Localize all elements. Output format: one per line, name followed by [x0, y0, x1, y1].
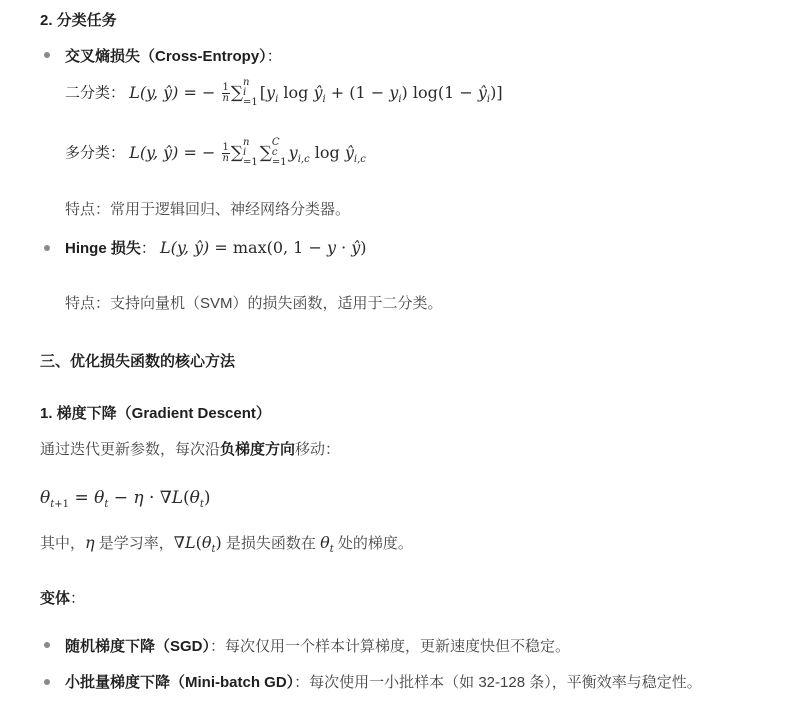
multi-crossentropy-formula: L(y, ŷ) = − $\frac{1}{n}$ ∑ n i =1 ∑ C c =1 $y_{i,c}$ $\log ŷ_{i,c}$ — [129, 137, 366, 168]
gd-where-3: 是损失函数在 — [221, 535, 321, 552]
theta-symbol: $\theta_t$ — [320, 533, 334, 555]
multi-formula-line — [65, 138, 366, 168]
variants-heading — [40, 587, 85, 608]
hinge-heading — [65, 237, 367, 258]
gd-heading: 1. 梯度下降（Gradient Descent） — [40, 405, 271, 422]
hinge-formula: L(y, ŷ) = max(0, 1 − y · ŷ) — [160, 238, 367, 257]
bullet-dot — [44, 679, 50, 685]
binary-crossentropy-formula: L(y, ŷ) = − $\frac{1}{n}$ ∑ n i =1 [$y_i$ $\log ŷ_i + (1 - y_i) \log(1$ − $ŷ_i$)] — [129, 77, 503, 108]
variant-desc: ：每次仅用一个样本计算梯度，更新速度快但不稳定。 — [210, 638, 571, 655]
section-heading-classification: 2. 分类任务 — [40, 12, 117, 29]
gradient-symbol: $\nabla L(\theta_t)$ — [173, 533, 222, 555]
gd-where-line — [40, 532, 413, 555]
gd-desc-bold: 负梯度方向 — [220, 441, 296, 458]
variant-item-minibatch — [65, 671, 702, 692]
gd-update-formula: $\theta_{t+1} = \theta_t - \eta \cdot \nabla L(\theta_t)$ — [40, 488, 211, 510]
variant-item-sgd — [65, 635, 570, 656]
gd-desc-pre: 通过迭代更新参数，每次沿 — [40, 441, 221, 458]
hinge-colon: ： — [140, 240, 156, 257]
gd-where-4: 处的梯度。 — [333, 535, 413, 552]
crossentropy-name: 交叉熵损失（Cross-Entropy） — [65, 48, 267, 65]
bullet-dot — [44, 52, 50, 58]
binary-formula-line — [65, 78, 503, 108]
bullet-dot — [44, 245, 50, 251]
crossentropy-heading — [65, 45, 282, 66]
crossentropy-feature: 特点：常用于逻辑回归、神经网络分类器。 — [65, 201, 351, 218]
hinge-feature: 特点：支持向量机（SVM）的损失函数，适用于二分类。 — [65, 295, 443, 312]
gd-where-1: 其中， — [40, 535, 86, 552]
crossentropy-colon: ： — [266, 48, 282, 65]
hinge-name: Hinge 损失 — [65, 240, 141, 257]
binary-label: 二分类： — [65, 84, 126, 102]
variant-name: 小批量梯度下降（Mini-batch GD） — [65, 674, 295, 691]
variant-desc: ：每次使用一小批样本（如 32-128 条），平衡效率与稳定性。 — [294, 674, 702, 691]
gd-desc-post: 移动： — [295, 441, 341, 458]
gd-description — [40, 438, 340, 459]
section-heading-optimization: 三、优化损失函数的核心方法 — [40, 353, 236, 370]
variants-colon: ： — [70, 590, 86, 607]
multi-label: 多分类： — [65, 144, 126, 162]
bullet-dot — [44, 642, 50, 648]
eta-symbol: η — [85, 533, 95, 552]
variant-name: 随机梯度下降（SGD） — [65, 638, 211, 655]
gd-where-2: 是学习率， — [94, 535, 174, 552]
variants-title: 变体 — [40, 590, 71, 607]
